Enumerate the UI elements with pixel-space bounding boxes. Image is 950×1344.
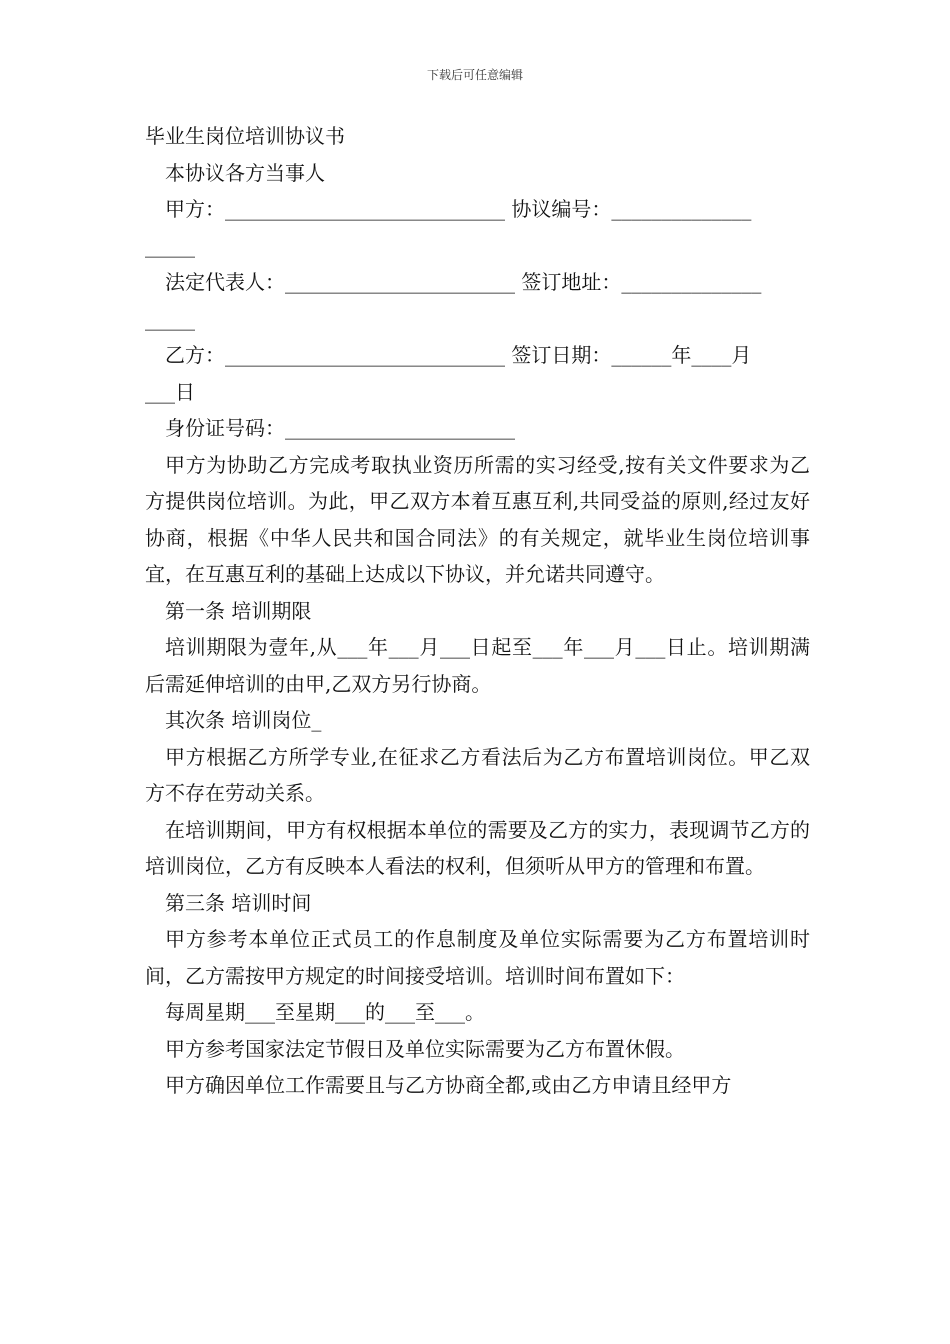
party-a-line-continuation: _____: [145, 233, 195, 258]
article-2-text-1: 甲方根据乙方所学专业,在征求乙方看法后为乙方布置培训岗位。甲乙双方不存在劳动关系。: [145, 744, 810, 805]
intro-paragraph: 甲方为协助乙方完成考取执业资历所需的实习经受,按有关文件要求为乙方提供岗位培训。为此，甲乙双方本着互惠互利,共同受益的原则,经过友好协商，根据《中华人民共和国合同法》的有关规定，就毕业生岗位培训事宜，在互惠互利的基础上达成以下协议，并允诺共同遵守。: [145, 452, 810, 586]
id-number-line: 身份证号码：_______________________: [165, 416, 515, 440]
article-2-title: 其次条 培训岗位_: [165, 708, 322, 732]
article-1-text: 培训期限为壹年,从___年___月___日起至___年___月___日止。培训期满后需延伸培训的由甲,乙双方另行协商。: [145, 635, 810, 696]
header-note: 下载后可任意编辑: [426, 68, 523, 82]
article-3-text-1: 甲方参考本单位正式员工的作息制度及单位实际需要为乙方布置培训时间，乙方需按甲方规定的时间接受培训。培训时间布置如下：: [145, 927, 810, 988]
article-3-title: 第三条 培训时间: [165, 890, 312, 915]
article-1-title: 第一条 培训期限: [165, 598, 312, 623]
document-body: [145, 118, 810, 1104]
legal-rep-line: 法定代表人：_______________________ 签订地址：______________: [165, 270, 762, 294]
article-2-text-2: 在培训期间，甲方有权根据本单位的需要及乙方的实力，表现调节乙方的培训岗位，乙方有反映本人看法的权利，但须听从甲方的管理和布置。: [145, 817, 810, 878]
legal-rep-line-continuation: _____: [145, 306, 195, 331]
article-3-text-2: 甲方参考国家法定节假日及单位实际需要为乙方布置休假。: [165, 1036, 685, 1061]
article-3-schedule: 每周星期___至星期___的___至___。: [165, 1000, 485, 1024]
party-a-line: 甲方：____________________________ 协议编号：______________: [165, 197, 752, 221]
document-title: 毕业生岗位培训协议书: [145, 124, 345, 148]
party-b-line: 乙方：____________________________ 签订日期：______年____月: [165, 343, 752, 367]
article-3-text-3: 甲方确因单位工作需要且与乙方协商全都,或由乙方申请且经甲方: [165, 1073, 732, 1097]
parties-heading: 本协议各方当事人: [165, 160, 325, 185]
party-b-line-continuation: ___日: [145, 379, 195, 404]
